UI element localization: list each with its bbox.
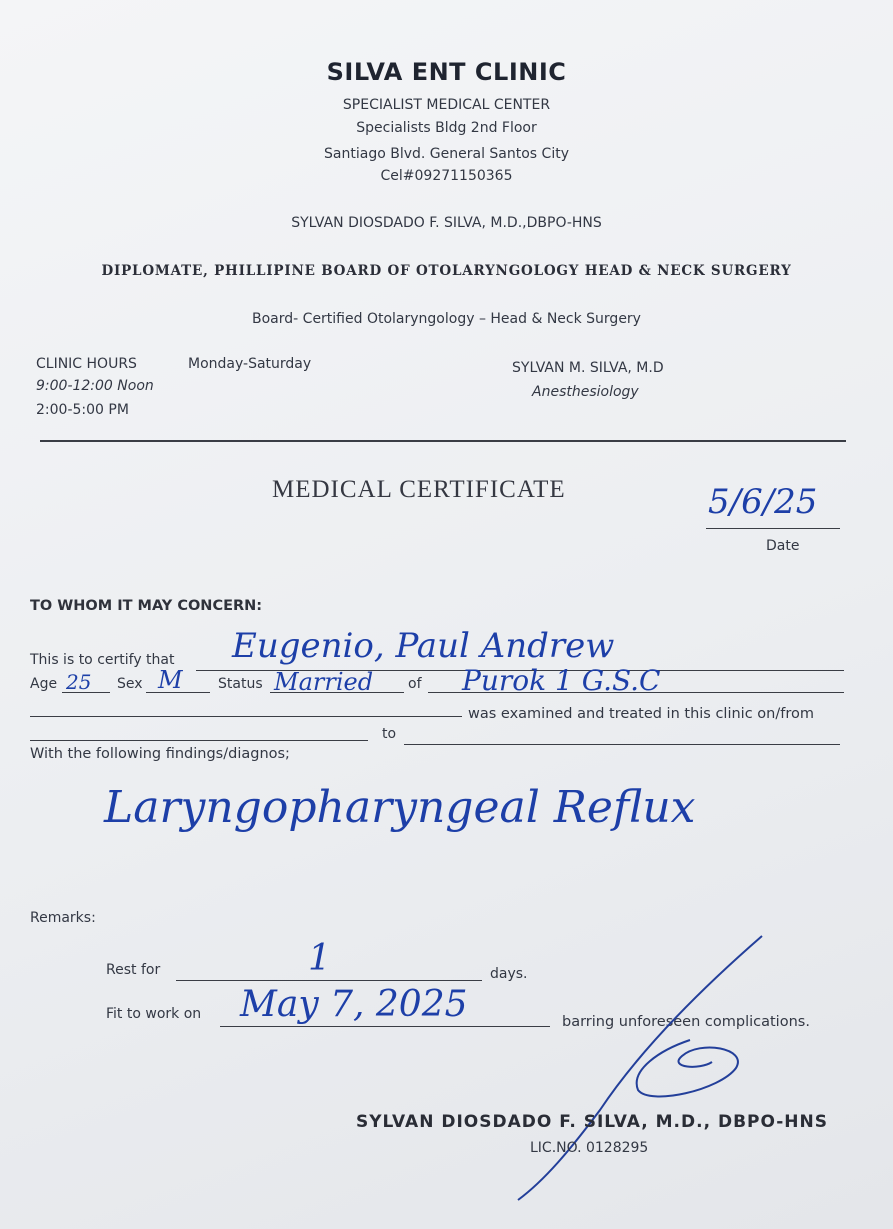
remarks-label: Remarks: (30, 910, 96, 926)
fit-to-work-label: Fit to work on (106, 1006, 202, 1022)
clinic-subtitle: SPECIALIST MEDICAL CENTER (342, 97, 551, 113)
board-certified-line: Board- Certified Otolaryngology – Head & Neck Surgery (252, 311, 641, 327)
of-label: of (408, 676, 422, 692)
status-label: Status (218, 676, 263, 692)
associate-name: SYLVAN M. SILVA, M.D (512, 360, 664, 376)
to-label: to (382, 726, 397, 742)
certify-label: This is to certify that (30, 652, 175, 668)
clinic-building: Specialists Bldg 2nd Floor (356, 120, 537, 136)
status-value: Married (274, 668, 374, 696)
fit-to-work-value: May 7, 2025 (240, 984, 468, 1025)
associate-specialty: Anesthesiology (532, 384, 639, 400)
age-value: 25 (66, 670, 92, 694)
salutation: TO WHOM IT MAY CONCERN: (30, 598, 263, 614)
clinic-hours-morning: 9:00-12:00 Noon (36, 378, 154, 394)
sex-label: Sex (117, 676, 143, 692)
rest-value: 1 (308, 938, 331, 979)
diagnosis-value: Laryngopharyngeal Reflux (104, 782, 696, 833)
certificate-title: MEDICAL CERTIFICATE (272, 476, 566, 503)
examined-text: was examined and treated in this clinic on/from (468, 706, 814, 722)
clinic-address: Santiago Blvd. General Santos City (324, 146, 569, 162)
date-value: 5/6/25 (708, 482, 818, 522)
clinic-hours-afternoon: 2:00-5:00 PM (36, 402, 129, 418)
sex-value: M (158, 666, 183, 694)
signature-name: SYLVAN DIOSDADO F. SILVA, M.D., DBPO-HNS (356, 1112, 829, 1132)
of-value: Purok 1 G.S.C (462, 664, 661, 697)
patient-name-value: Eugenio, Paul Andrew (232, 626, 615, 666)
license-number: LIC.NO. 0128295 (530, 1140, 649, 1156)
physician-name: SYLVAN DIOSDADO F. SILVA, M.D.,DBPO-HNS (291, 215, 602, 231)
barring-text: barring unforeseen complications. (562, 1014, 810, 1030)
rest-label: Rest for (106, 962, 161, 978)
days-label: days. (490, 966, 528, 982)
clinic-contact: Cel#09271150365 (380, 168, 513, 184)
findings-label: With the following findings/diagnos; (30, 746, 290, 762)
diplomate-line: DIPLOMATE, PHILLIPINE BOARD OF OTOLARYNGOLOGY HEAD & NECK SURGERY (101, 263, 792, 279)
clinic-name: SILVA ENT CLINIC (326, 58, 567, 86)
clinic-hours-label: CLINIC HOURS (36, 356, 137, 372)
clinic-hours-days: Monday-Saturday (188, 356, 312, 372)
age-label: Age (30, 676, 58, 692)
date-label: Date (766, 538, 800, 554)
